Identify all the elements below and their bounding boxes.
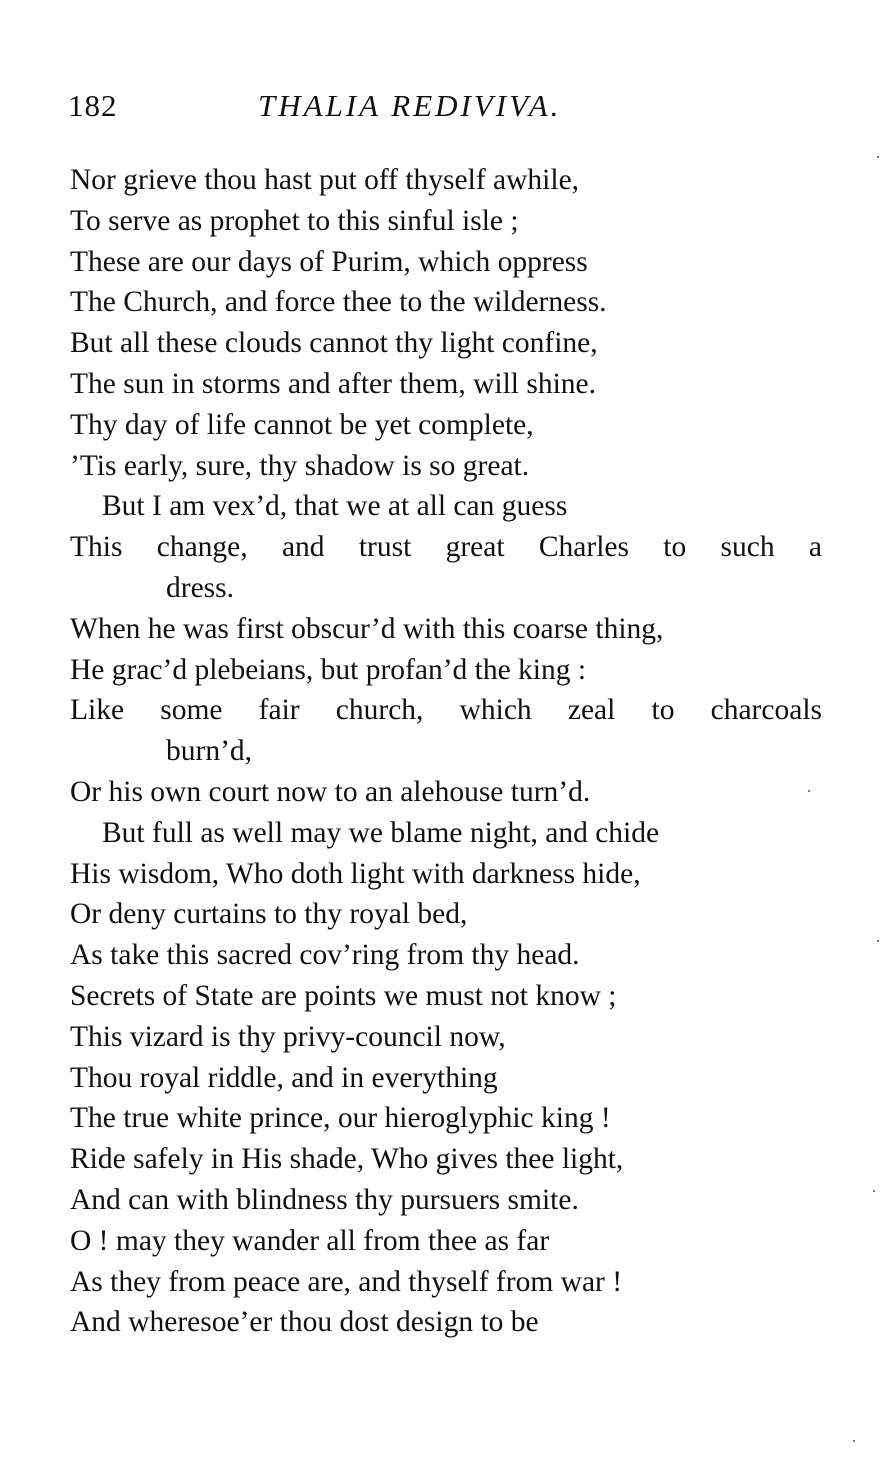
poem-line: But I am vex’d, that we at all can guess: [102, 490, 568, 523]
poem-line-turnover: burn’d,: [166, 735, 253, 768]
poem-line: As they from peace are, and thyself from war !: [70, 1265, 623, 1298]
poem-line: The Church, and force thee to the wilderness.: [70, 286, 607, 319]
poem-line: These are our days of Purim, which oppress: [70, 245, 588, 278]
poem-line: Secrets of State are points we must not know ;: [70, 979, 617, 1012]
page-number: 182: [68, 88, 118, 123]
poem-line: This change, and trust great Charles to such a: [70, 531, 822, 564]
poem-line: Or deny curtains to thy royal bed,: [70, 898, 468, 931]
poem-line: As take this sacred cov’ring from thy head.: [70, 939, 580, 972]
poem-line: This vizard is thy privy-council now,: [70, 1020, 506, 1053]
scan-speck: [873, 1190, 875, 1192]
poem-line: Like some fair church, which zeal to charcoals: [70, 694, 822, 727]
scan-speck: [877, 940, 879, 942]
running-head: [68, 86, 828, 126]
poem-line: Thou royal riddle, and in everything: [70, 1061, 498, 1094]
poem-line: ’Tis early, sure, thy shadow is so great.: [70, 449, 530, 482]
poem-line: Thy day of life cannot be yet complete,: [70, 408, 534, 441]
scan-speck: [853, 1440, 855, 1442]
poem-line: And can with blindness thy pursuers smite.: [70, 1183, 579, 1216]
poem-line: To serve as prophet to this sinful isle ;: [70, 204, 519, 237]
poem-line: When he was first obscur’d with this coarse thing,: [70, 612, 664, 645]
scan-speck: [877, 156, 879, 158]
poem-line: Ride safely in His shade, Who gives thee light,: [70, 1143, 624, 1176]
running-title: THALIA REDIVIVA.: [258, 88, 562, 123]
poem-line-turnover: dress.: [166, 571, 235, 604]
poem-line: He grac’d plebeians, but profan’d the king :: [70, 653, 587, 686]
poem-line: And wheresoe’er thou dost design to be: [70, 1306, 539, 1339]
poem-line: Nor grieve thou hast put off thyself awhile,: [70, 164, 580, 196]
poem-line: Or his own court now to an alehouse turn’d.: [70, 775, 591, 808]
scan-speck: [808, 790, 810, 792]
poem-line: The true white prince, our hieroglyphic king !: [70, 1102, 611, 1135]
poem-line: But full as well may we blame night, and chide: [102, 816, 660, 849]
poem-line: O ! may they wander all from thee as far: [70, 1224, 550, 1257]
poem-line: But all these clouds cannot thy light confine,: [70, 327, 598, 360]
poem-line: The sun in storms and after them, will shine.: [70, 367, 596, 400]
poem-text: [70, 160, 822, 1343]
poem-line: His wisdom, Who doth light with darkness hide,: [70, 857, 641, 890]
